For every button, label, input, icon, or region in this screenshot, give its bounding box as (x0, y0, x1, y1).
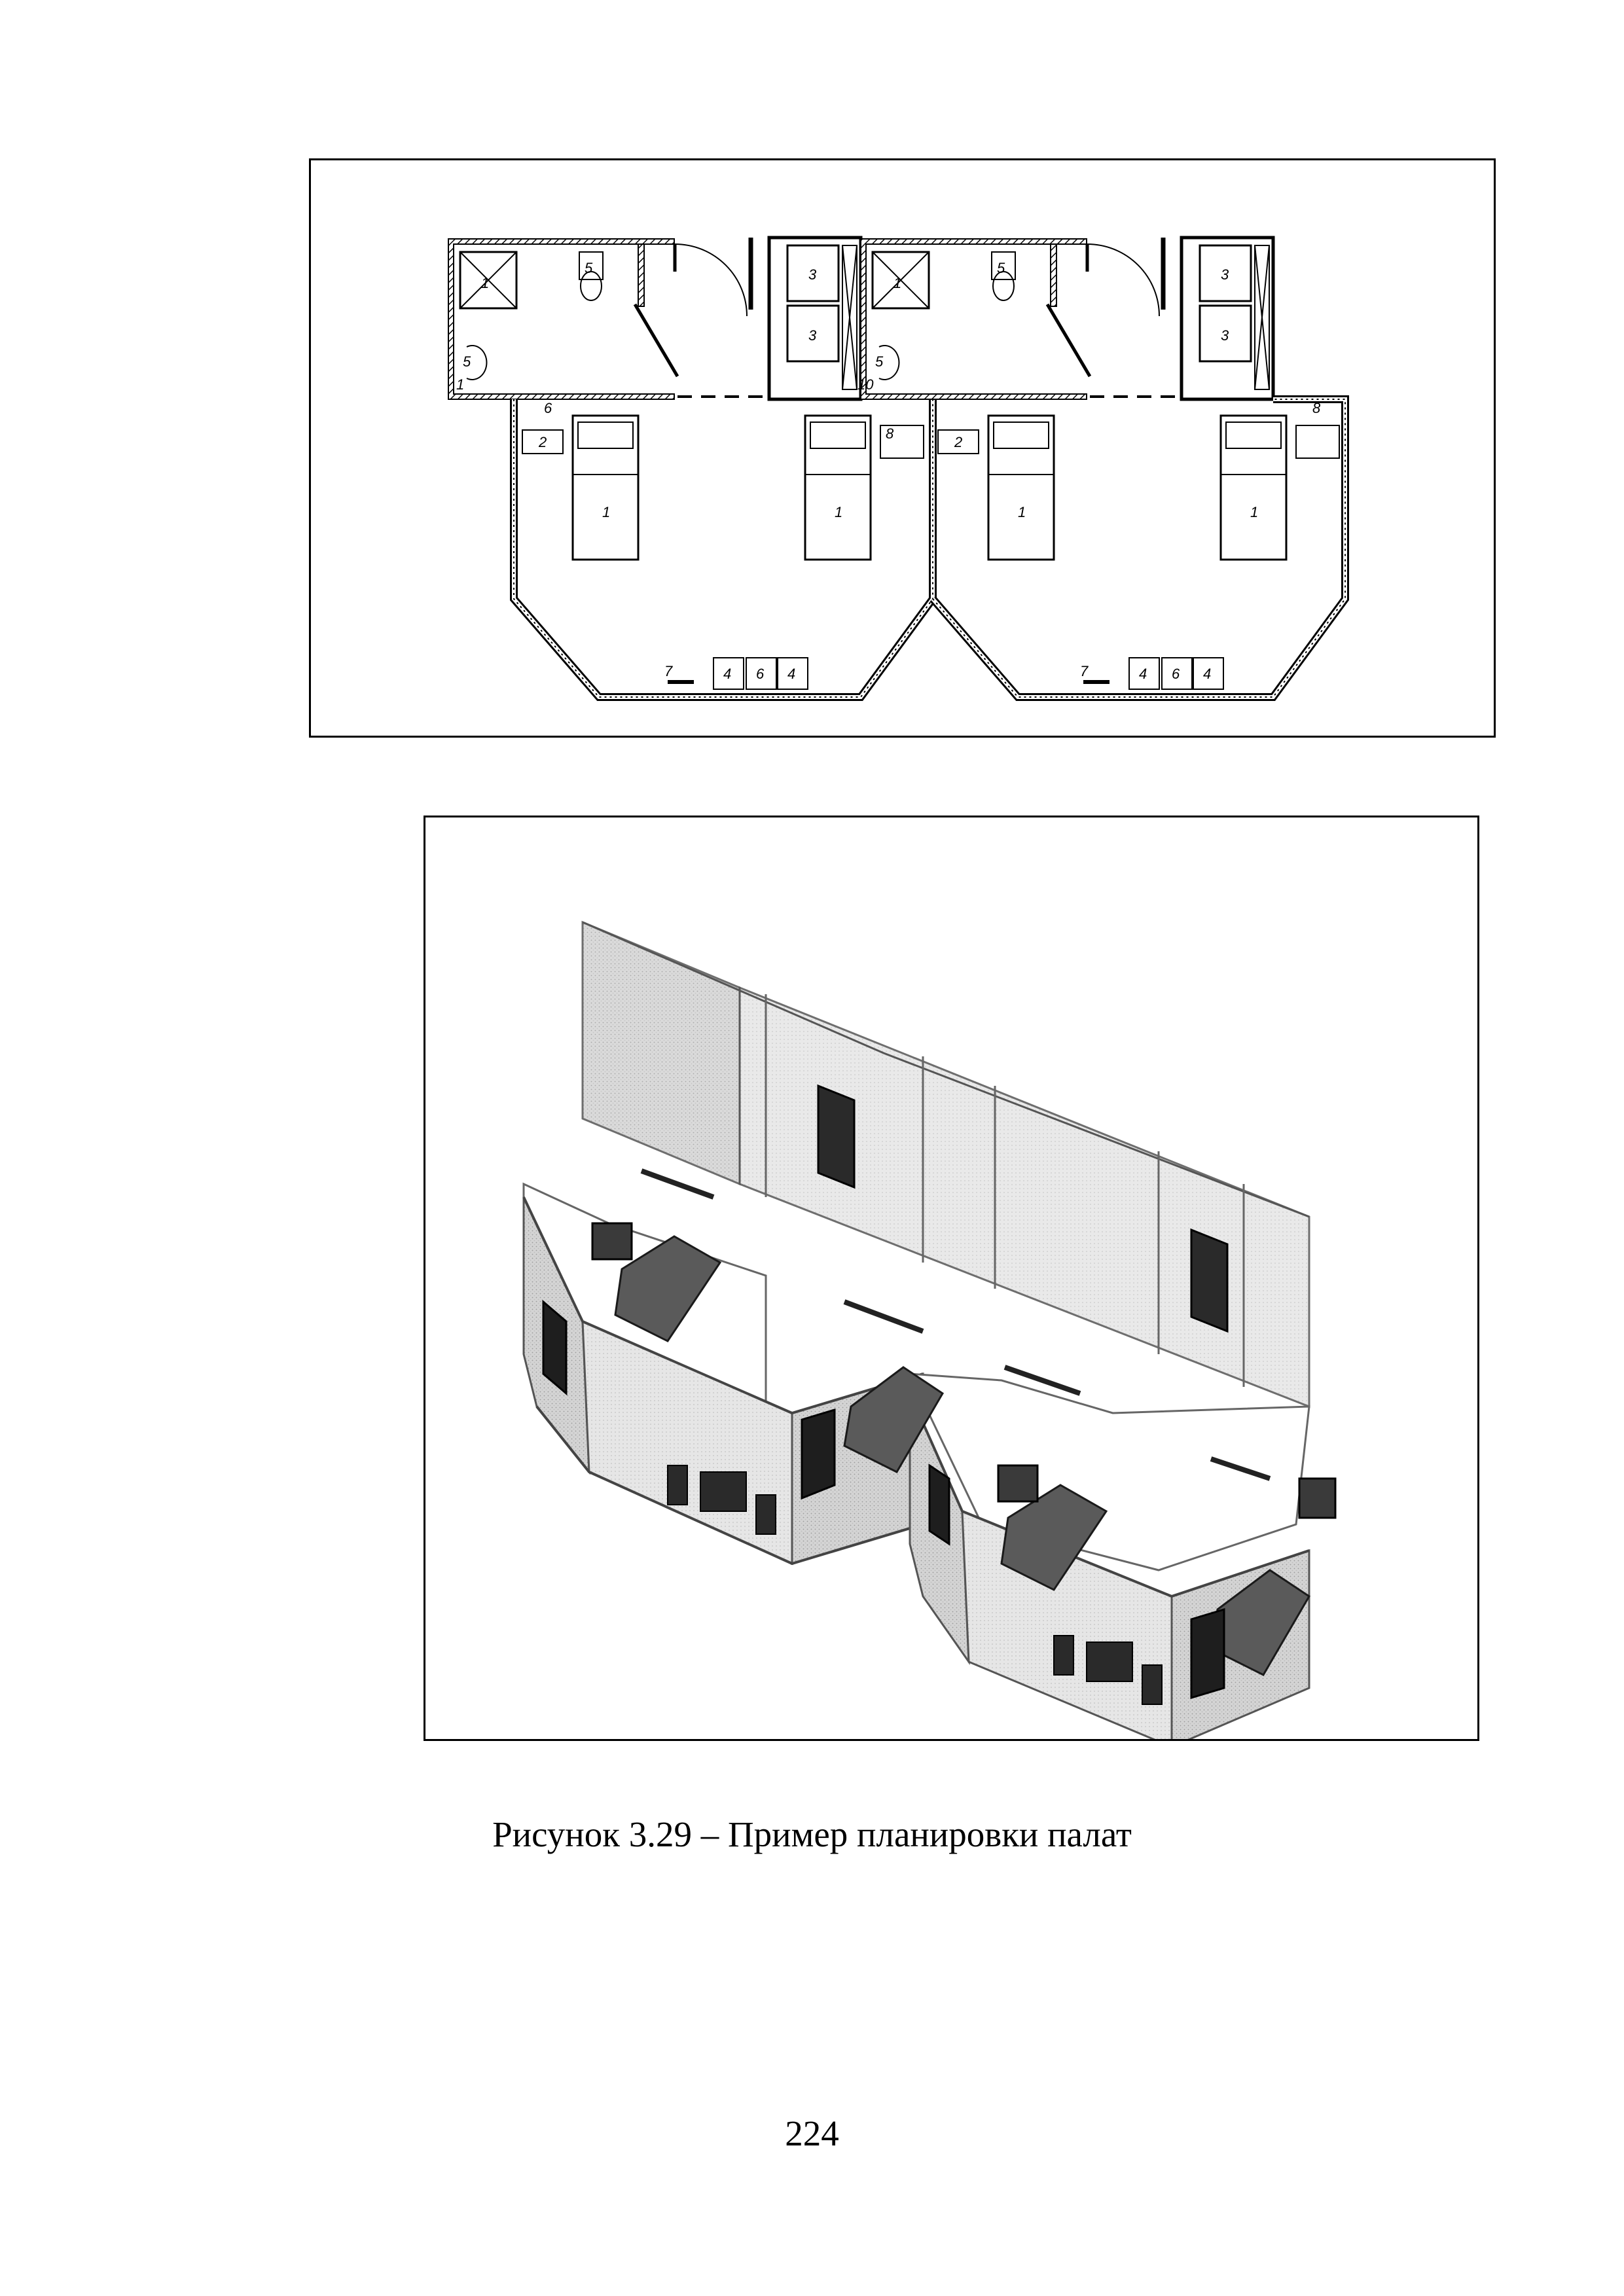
label-bed: 1 (835, 504, 843, 520)
label-table: 6 (756, 666, 765, 682)
page-number: 224 (785, 2113, 839, 2153)
label-chair: 4 (723, 666, 732, 682)
label-bed: 1 (602, 504, 611, 520)
label-radiator: 7 (664, 663, 673, 679)
label-toilet: 5 (585, 260, 593, 276)
label-cabinet: 3 (1221, 327, 1229, 344)
label-sink: 5 (463, 353, 471, 370)
label-shower: 1 (481, 275, 490, 291)
label-toilet: 5 (997, 260, 1005, 276)
label-cabinet: 3 (808, 327, 817, 344)
label-nightstand: 8 (1312, 400, 1321, 416)
label-chair: 4 (1139, 666, 1147, 682)
label-wall-mark: 1 (456, 376, 465, 393)
label-sink: 5 (875, 353, 884, 370)
label-handrail: 6 (544, 400, 552, 416)
label-bed: 1 (1018, 504, 1026, 520)
label-table: 6 (1172, 666, 1180, 682)
label-shower: 1 (893, 275, 902, 291)
label-cabinet: 3 (1221, 266, 1229, 283)
floor-plan-drawing (311, 160, 1494, 736)
label-radiator: 7 (1080, 663, 1089, 679)
plan-labels (456, 260, 1321, 682)
label-cabinet: 3 (808, 266, 817, 283)
floor-plan-figure (309, 158, 1496, 738)
figure-caption: Рисунок 3.29 – Пример планировки палат (492, 1814, 1132, 1854)
isometric-render-drawing (425, 817, 1477, 1739)
label-wardrobe: 2 (539, 434, 547, 450)
label-ten: 10 (857, 376, 874, 393)
label-bed: 1 (1250, 504, 1259, 520)
label-chair: 4 (1203, 666, 1212, 682)
isometric-render-figure (424, 816, 1479, 1741)
label-nightstand: 8 (886, 425, 894, 442)
label-chair: 4 (787, 666, 796, 682)
label-wardrobe: 2 (954, 434, 963, 450)
